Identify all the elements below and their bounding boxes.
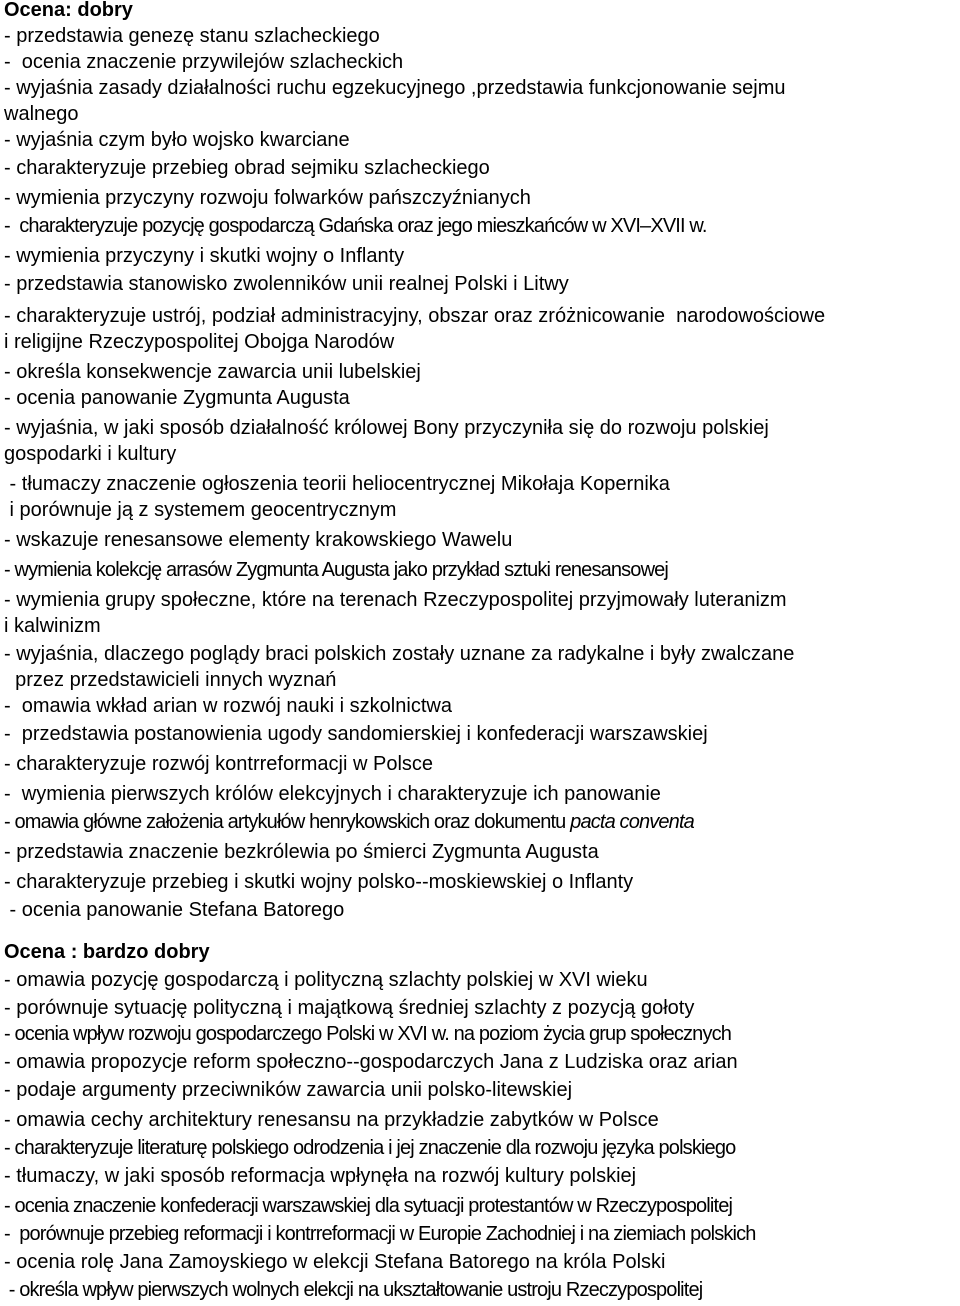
list-item: - omawia pozycję gospodarczą i polityczną szlachty polskiej w XVI wieku: [4, 969, 648, 991]
list-item: - ocenia panowanie Zygmunta Augusta: [4, 387, 350, 409]
list-item-pacta: [4, 809, 694, 835]
list-item: - charakteryzuje ustrój, podział administracyjny, obszar oraz zróżnicowanie narodowościowe: [4, 305, 826, 327]
list-item: - ocenia znaczenie przywilejów szlacheckich: [4, 51, 404, 73]
list-item: - charakteryzuje pozycję gospodarczą Gdańska oraz jego mieszkańców w XVI–XVII w.: [4, 215, 707, 237]
section-heading-very-good: Ocena : bardzo dobry: [4, 941, 210, 963]
list-item: - podaje argumenty przeciwników zawarcia unii polsko-litewskiej: [4, 1079, 573, 1101]
list-item: i religijne Rzeczypospolitej Obojga Narodów: [4, 331, 395, 353]
list-item: i porównuje ją z systemem geocentrycznym: [4, 499, 397, 521]
list-item: - wyjaśnia, w jaki sposób działalność królowej Bony przyczyniła się do rozwoju polskiej: [4, 417, 769, 439]
list-item: - wyjaśnia czym było wojsko kwarciane: [4, 129, 350, 151]
list-item: - wyjaśnia zasady działalności ruchu egzekucyjnego ,przedstawia funkcjonowanie sejmu: [4, 77, 786, 99]
list-item: - porównuje sytuację polityczną i majątkową średniej szlachty z pozycją gołoty: [4, 997, 695, 1019]
list-item: - wskazuje renesansowe elementy krakowskiego Wawelu: [4, 529, 513, 551]
list-item: - ocenia rolę Jana Zamoyskiego w elekcji Stefana Batorego na króla Polski: [4, 1251, 666, 1273]
list-item: - wyjaśnia, dlaczego poglądy braci polskich zostały uznane za radykalne i były zwalczane: [4, 643, 795, 665]
list-item: przez przedstawicieli innych wyznań: [4, 669, 337, 691]
list-item: - wymienia przyczyny rozwoju folwarków pańszczyźnianych: [4, 187, 531, 209]
list-item: - określa konsekwencje zawarcia unii lubelskiej: [4, 361, 421, 383]
list-item: - ocenia panowanie Stefana Batorego: [4, 899, 345, 921]
list-item: - określa wpływ pierwszych wolnych elekcji na ukształtowanie ustroju Rzeczypospolitej: [4, 1279, 703, 1301]
list-item: gospodarki i kultury: [4, 443, 177, 465]
list-item: - charakteryzuje rozwój kontrreformacji w Polsce: [4, 753, 434, 775]
list-item: - omawia propozycje reform społeczno--gospodarczych Jana z Ludziska oraz arian: [4, 1051, 738, 1073]
list-item: - tłumaczy, w jaki sposób reformacja wpłynęła na rozwój kultury polskiej: [4, 1165, 637, 1187]
list-item: - wymienia przyczyny i skutki wojny o Inflanty: [4, 245, 405, 267]
list-item: i kalwinizm: [4, 615, 101, 637]
list-item: - charakteryzuje przebieg i skutki wojny polsko--moskiewskiej o Inflanty: [4, 871, 634, 893]
list-item: - przedstawia genezę stanu szlacheckiego: [4, 25, 380, 47]
list-item: - tłumaczy znaczenie ogłoszenia teorii heliocentrycznej Mikołaja Kopernika: [4, 473, 670, 495]
list-item: - ocenia wpływ rozwoju gospodarczego Polski w XVI w. na poziom życia grup społecznych: [4, 1023, 732, 1045]
list-item: - charakteryzuje literaturę polskiego odrodzenia i jej znaczenie dla rozwoju języka polskiego: [4, 1137, 736, 1159]
list-item-text: - omawia główne założenia artykułów henrykowskich oraz dokumentu: [4, 811, 571, 833]
list-item: - omawia cechy architektury renesansu na przykładzie zabytków w Polsce: [4, 1109, 659, 1131]
list-item: - charakteryzuje przebieg obrad sejmiku szlacheckiego: [4, 157, 490, 179]
list-item: - porównuje przebieg reformacji i kontrreformacji w Europie Zachodniej i na ziemiach polskich: [4, 1223, 756, 1245]
list-item: - wymienia kolekcję arrasów Zygmunta Augusta jako przykład sztuki renesansowej: [4, 559, 669, 581]
list-item: - przedstawia postanowienia ugody sandomierskiej i konfederacji warszawskiej: [4, 723, 708, 745]
list-item: - omawia wkład arian w rozwój nauki i szkolnictwa: [4, 695, 452, 717]
list-item: - ocenia znaczenie konfederacji warszawskiej dla sytuacji protestantów w Rzeczypospolitej: [4, 1195, 733, 1217]
section-heading-good: Ocena: dobry: [4, 0, 133, 21]
list-item: - wymienia pierwszych królów elekcyjnych i charakteryzuje ich panowanie: [4, 783, 661, 805]
list-item: - przedstawia stanowisko zwolenników unii realnej Polski i Litwy: [4, 273, 569, 295]
list-item: - wymienia grupy społeczne, które na terenach Rzeczypospolitej przyjmowały luteranizm: [4, 589, 787, 611]
list-item: - przedstawia znaczenie bezkrólewia po śmierci Zygmunta Augusta: [4, 841, 599, 863]
list-item: walnego: [4, 103, 79, 125]
pacta-conventa-term: pacta conventa: [570, 811, 694, 833]
